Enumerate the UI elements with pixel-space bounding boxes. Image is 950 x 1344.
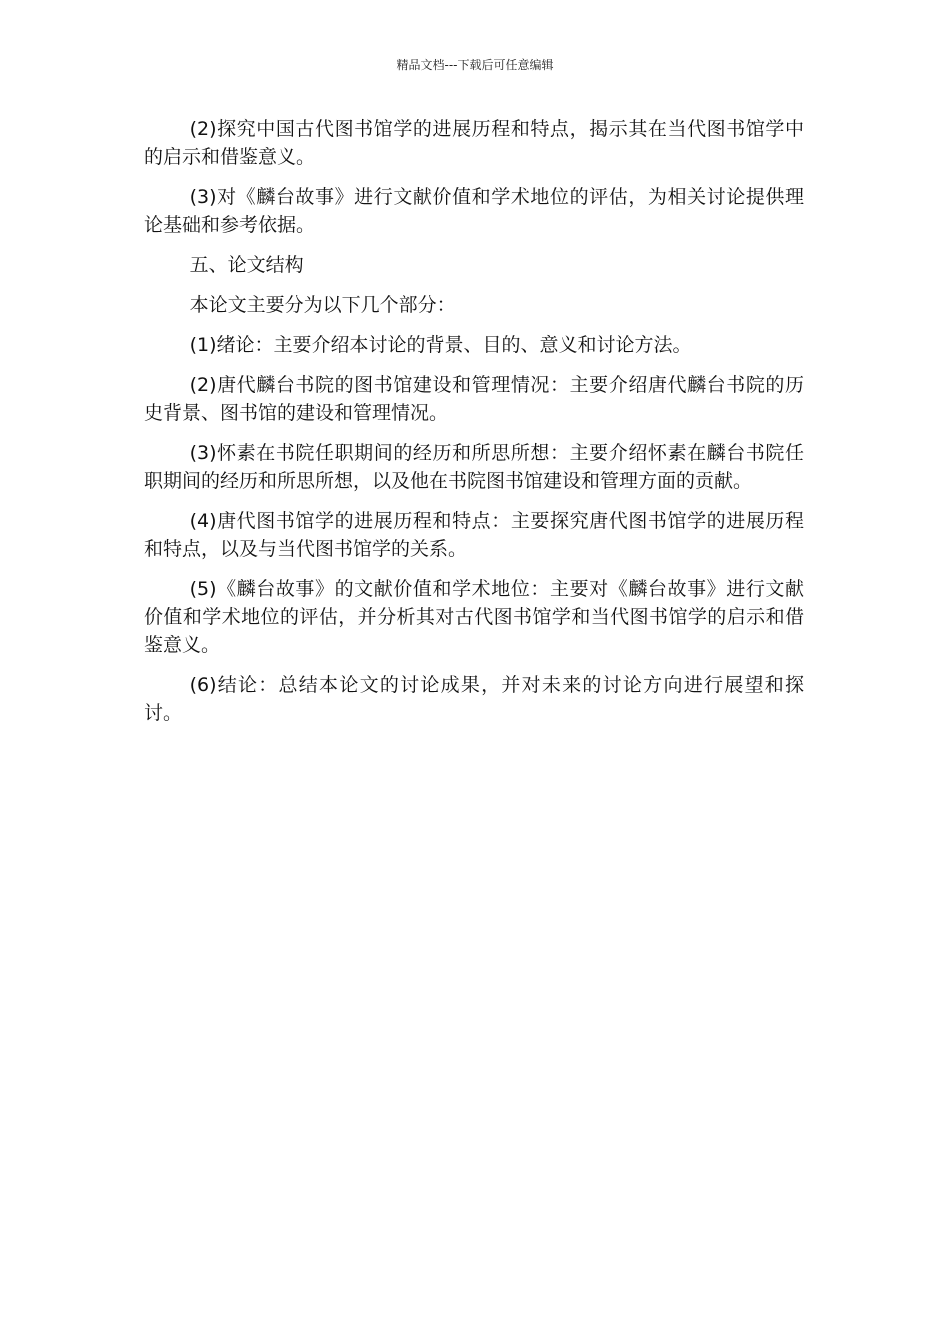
paragraph-part-3: (3)怀素在书院任职期间的经历和所思所想：主要介绍怀素在麟台书院任职期间的经历和所思所想，以及他在书院图书馆建设和管理方面的贡献。 (144, 442, 804, 492)
paragraph-part-5: (5)《麟台故事》的文献价值和学术地位：主要对《麟台故事》进行文献价值和学术地位的评估，并分析其对古代图书馆学和当代图书馆学的启示和借鉴意义。 (144, 578, 804, 656)
paragraph-objective-3: (3)对《麟台故事》进行文献价值和学术地位的评估，为相关讨论提供理论基础和参考依据。 (144, 186, 804, 236)
paragraph-objective-2: (2)探究中国古代图书馆学的进展历程和特点，揭示其在当代图书馆学中的启示和借鉴意义。 (144, 118, 804, 168)
section-heading-structure: 五、论文结构 (189, 254, 304, 276)
paragraph-part-1: (1)绪论：主要介绍本讨论的背景、目的、意义和讨论方法。 (189, 334, 692, 356)
paragraph-part-2: (2)唐代麟台书院的图书馆建设和管理情况：主要介绍唐代麟台书院的历史背景、图书馆的建设和管理情况。 (144, 374, 804, 424)
paragraph-part-6: (6)结论：总结本论文的讨论成果，并对未来的讨论方向进行展望和探讨。 (144, 674, 804, 724)
paragraph-structure-intro: 本论文主要分为以下几个部分： (189, 294, 456, 316)
paragraph-part-4: (4)唐代图书馆学的进展历程和特点：主要探究唐代图书馆学的进展历程和特点，以及与当代图书馆学的关系。 (144, 510, 804, 560)
document-body (144, 115, 804, 739)
page-header: 精品文档---下载后可任意编辑 (396, 58, 554, 72)
